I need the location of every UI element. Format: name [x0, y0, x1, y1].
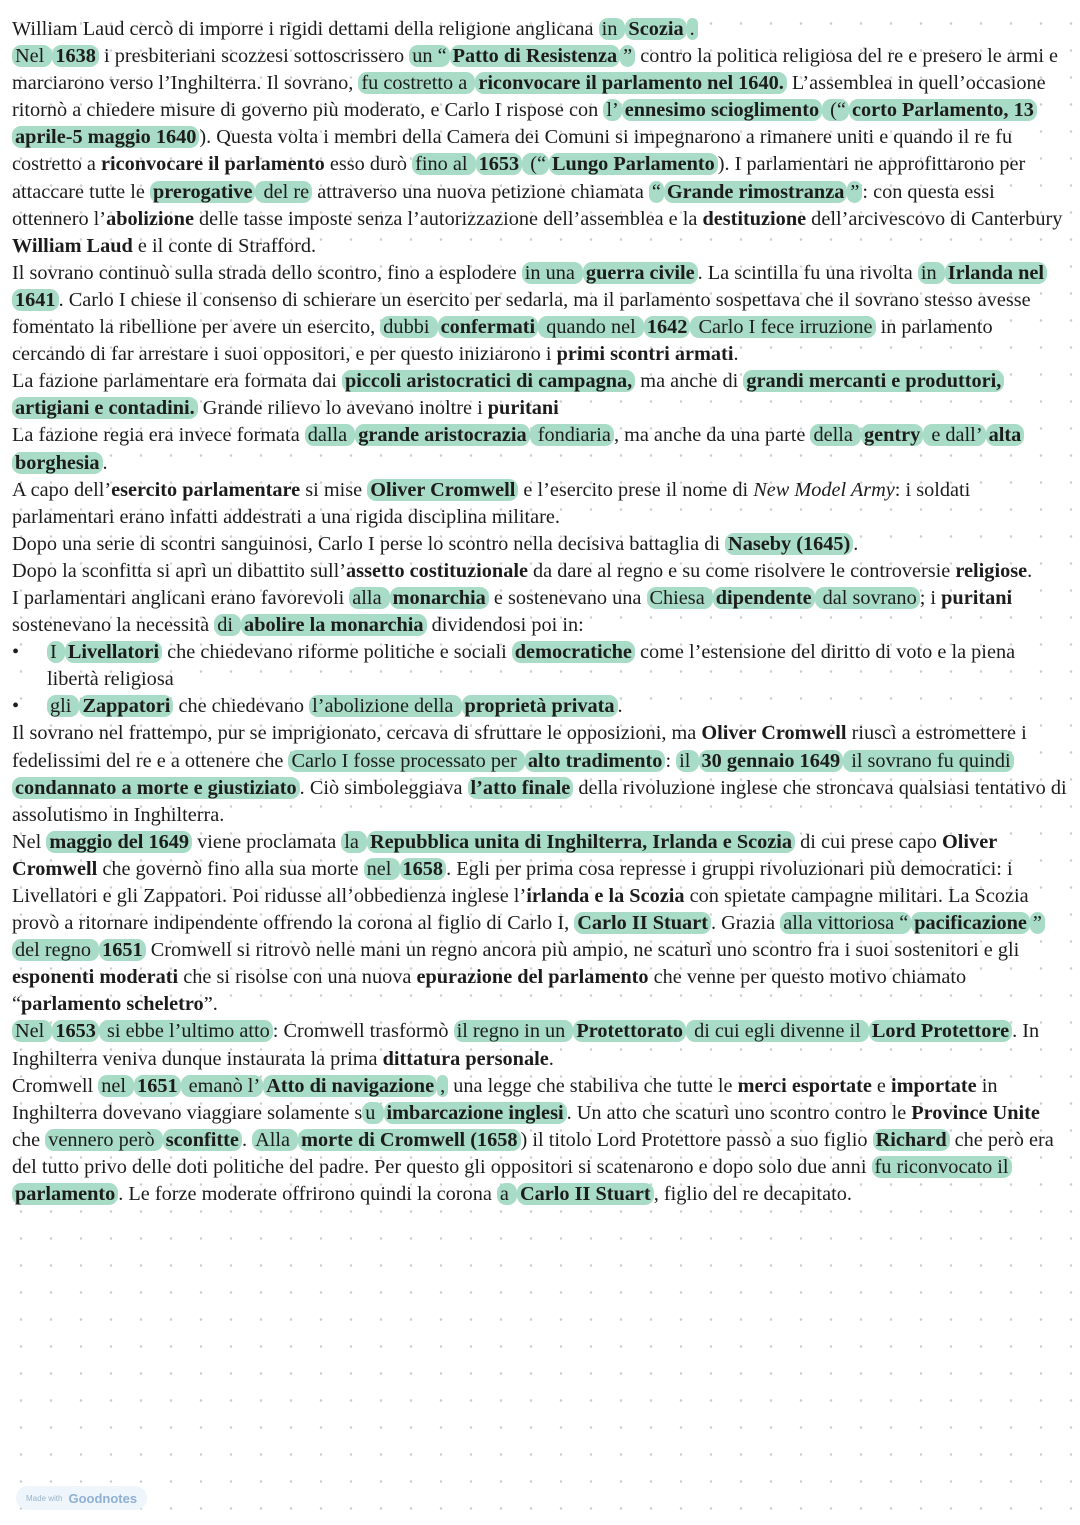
highlighted-text: della	[810, 424, 860, 446]
highlighted-text: il	[676, 750, 698, 772]
highlighted-text: la	[341, 831, 367, 853]
text-run: Cromwell si ritrovò nelle mani un regno ancora più ampio, ne scaturì uno scontro fra i suoi sostenitori e gli	[145, 939, 1020, 962]
highlighted-text: fino al	[412, 153, 475, 175]
highlighted-text: ennesimo scioglimento	[622, 99, 822, 121]
text-run: e sostenevano una	[488, 586, 647, 609]
bullet-text	[47, 639, 1070, 693]
highlighted-text: confermati	[438, 316, 539, 338]
text-run: che chiedevano	[173, 695, 310, 718]
bold-text: puritani	[941, 586, 1013, 609]
text-run: . La scintilla fu una rivolta	[697, 261, 918, 284]
highlighted-text: abolire la monarchia	[241, 614, 427, 636]
highlighted-text: Patto di Resistenza	[450, 45, 620, 67]
highlighted-text: del re	[255, 181, 312, 203]
highlighted-text: alto tradimento	[525, 750, 666, 772]
text-run: A capo dell’	[12, 478, 112, 501]
highlighted-text: Lungo Parlamento	[549, 153, 718, 175]
text-run: dell’arcivescovo di Canterbury	[806, 207, 1063, 230]
text-run: .	[617, 695, 623, 718]
text-run: viene proclamata	[192, 830, 342, 853]
text-run: e l’esercito prese il nome di	[518, 478, 754, 501]
highlighted-text: alla vittoriosa “	[780, 912, 911, 934]
highlighted-text: 1651	[99, 939, 146, 961]
paragraph	[12, 1018, 1070, 1072]
highlighted-text: dalla	[305, 424, 355, 446]
highlighted-text: fondiaria	[530, 424, 614, 446]
text-run: .	[733, 343, 739, 366]
bold-text: epurazione del parlamento	[416, 966, 649, 989]
bold-text: esponenti moderati	[12, 966, 179, 989]
highlighted-text: fu costretto a	[358, 72, 475, 94]
highlighted-text: Nel	[12, 1020, 52, 1042]
highlighted-text: Oliver Cromwell	[367, 479, 518, 501]
text-run: attraverso una nuova petizione chiamata	[312, 180, 649, 203]
text-run: : i soldati parlamentari erano infatti addestrati a una rigida disciplina militare.	[12, 478, 971, 528]
highlighted-text: “	[649, 181, 664, 203]
highlighted-text: ” del regno	[12, 912, 1045, 961]
highlighted-text: gli	[47, 695, 79, 717]
highlighted-text: morte di Cromwell (1658	[298, 1129, 520, 1151]
highlighted-text: corto Parlamento, 13 aprile-5 maggio 1640	[12, 99, 1037, 148]
text-run: che venne per questo motivo chiamato “	[12, 966, 967, 1016]
bold-text: dittatura personale	[382, 1047, 549, 1070]
text-run: , figlio del re decapitato.	[653, 1183, 852, 1206]
text-run: si mise	[300, 478, 368, 501]
highlighted-text: alta borghesia	[12, 424, 1024, 473]
highlighted-text: Carlo I fece irruzione	[690, 316, 875, 338]
highlighted-text: gentry	[861, 424, 923, 446]
text-run: ). I parlamentari ne approfittarono per attaccare tutte le	[12, 153, 1026, 203]
highlighted-text: Carlo II Stuart	[574, 912, 711, 934]
bold-text: irlanda e la Scozia	[526, 885, 685, 907]
text-run: :	[665, 749, 677, 772]
text-run: che si risolse con una nuova	[178, 966, 417, 989]
italic-text: New Model Army	[753, 478, 895, 501]
text-run: . Grazia	[710, 912, 781, 935]
highlighted-text: 30 gennaio 1649	[699, 750, 844, 772]
highlighted-text: parlamento	[12, 1183, 118, 1205]
paragraph	[12, 1073, 1070, 1208]
highlighted-text: in	[918, 262, 945, 284]
text-run: che	[12, 1128, 46, 1151]
made-with-goodnotes-badge	[16, 1486, 147, 1510]
text-run: .	[102, 451, 108, 474]
text-run: . In Inghilterra veniva dunque instaurata la prima	[12, 1020, 1040, 1070]
text-run: Grande rilievo lo avevano inoltre i	[197, 397, 488, 420]
text-run: ”.	[203, 993, 218, 1016]
highlighted-text: nel	[364, 858, 400, 880]
highlighted-text: il regno in un	[454, 1020, 574, 1042]
highlighted-text: condannato a morte e giustiziato	[12, 777, 300, 799]
text-run: dividendosi poi in:	[426, 614, 584, 637]
highlighted-text: grande aristocrazia	[355, 424, 529, 446]
text-run: La fazione parlamentare era formata dai	[12, 370, 342, 393]
highlighted-text: 1658	[400, 858, 447, 880]
highlighted-text: quando nel	[538, 316, 644, 338]
text-run: di cui prese capo	[795, 830, 943, 853]
highlighted-text: pacificazione	[911, 912, 1030, 934]
highlighted-text: Nel	[12, 45, 52, 67]
text-run: L’assemblea in quell’occasione ritornò a chiedere misure di governo più moderato, e Carlo I rispose con	[12, 72, 1046, 122]
highlighted-text: l’abolizione della	[309, 695, 461, 717]
bold-text: esercito parlamentare	[111, 478, 301, 501]
highlighted-text: Scozia	[625, 18, 686, 40]
text-run: esso durò	[324, 153, 413, 176]
text-run: Il sovrano continuò sulla strada dello scontro, fino a esplodere	[12, 261, 522, 284]
notes-page	[12, 16, 1070, 1208]
text-run: . Carlo I chiese il consenso di schierare un esercito per sedarla, ma il parlamento sospettava che il sovrano stesso avesse fomentato la ribellione per avere un esercito,	[12, 288, 1031, 339]
text-run: ) il titolo Lord Protettore passò a suo figlio	[520, 1128, 873, 1151]
bold-text: Oliver Cromwell	[701, 722, 847, 745]
text-run: sostenevano la necessità	[12, 614, 215, 637]
highlighted-text: emanò l’	[181, 1075, 264, 1097]
bold-text: primi scontri armati	[556, 343, 734, 366]
text-run: che chiedevano riforme politiche e sociali	[162, 641, 512, 664]
paragraph	[12, 16, 1070, 43]
text-run: riuscì a estromettere i fedelissimi del re e a ottenere che	[12, 722, 1027, 772]
highlighted-text: nel	[98, 1075, 134, 1097]
highlighted-text: u	[362, 1102, 383, 1124]
paragraph	[12, 477, 1070, 531]
text-run: Nel	[12, 830, 47, 853]
highlighted-text: imbarcazione inglesi	[384, 1102, 567, 1124]
highlighted-text: Protettorato	[573, 1020, 686, 1042]
goodnotes-logo: Goodnotes	[68, 1490, 138, 1506]
text-run: .	[1027, 559, 1033, 582]
highlighted-text: 1638	[52, 45, 99, 67]
highlighted-text: grandi mercanti e produttori, artigiani e contadini.	[12, 370, 1004, 419]
bullet-list	[12, 639, 1070, 720]
highlighted-text: 1651	[134, 1075, 181, 1097]
text-run: ma anche di	[635, 370, 744, 393]
text-run: i presbiteriani scozzesi sottoscrissero	[98, 45, 410, 68]
bold-text: parlamento scheletro	[21, 993, 204, 1016]
bold-text: Oliver Cromwell	[12, 830, 997, 880]
paragraph	[12, 43, 1070, 260]
bold-text: puritani	[487, 397, 559, 420]
highlighted-text: (“	[822, 99, 849, 121]
highlighted-text: Lord Protettore	[869, 1020, 1012, 1042]
highlighted-text: in una	[522, 262, 583, 284]
highlighted-text: I	[47, 641, 65, 663]
highlighted-text: e dall’	[923, 424, 985, 446]
highlighted-text: l’	[603, 99, 621, 121]
highlighted-text: guerra civile	[583, 262, 698, 284]
highlighted-text: riconvocare il parlamento nel 1640.	[475, 72, 787, 94]
text-run: . Un atto che scaturì uno scontro contro le	[566, 1101, 912, 1124]
bullet-marker: •	[12, 695, 20, 718]
made-with-label: Made with	[26, 1493, 63, 1503]
highlighted-text: prerogative	[150, 181, 256, 203]
paragraph	[12, 829, 1070, 1019]
bullet-marker: •	[12, 641, 20, 664]
highlighted-text: Chiesa	[647, 587, 713, 609]
text-run: una legge che stabiliva che tutte le	[448, 1074, 738, 1097]
highlighted-text: a	[497, 1183, 517, 1205]
highlighted-text: vennero però	[45, 1129, 163, 1151]
bullet-text	[47, 693, 1070, 720]
highlighted-text: Richard	[873, 1129, 950, 1151]
text-run: I parlamentari anglicani erano favorevoli	[12, 586, 350, 609]
text-run: , ma anche da una parte	[613, 424, 811, 447]
highlighted-text: (“	[522, 153, 549, 175]
paragraph	[12, 531, 1070, 558]
paragraph	[12, 558, 1070, 585]
highlighted-text: democratiche	[512, 641, 635, 663]
highlighted-text: sconfitte	[163, 1129, 242, 1151]
text-run: con spietate campagne militari. La Scozia provò a ritornare indipendente offrendo la corona al figlio di Carlo I,	[12, 885, 1029, 935]
highlighted-text: in	[599, 18, 626, 40]
text-run: : Cromwell trasformò	[272, 1020, 454, 1043]
text-run: .	[548, 1047, 554, 1070]
bullet-item	[12, 693, 1070, 720]
highlighted-text: Zappatori	[79, 695, 173, 717]
bullet-item	[12, 639, 1070, 693]
text-run: ). Questa volta i membri della Camera dei Comuni si impegnarono a rimanere uniti e quando il re fu costretto a	[12, 126, 1013, 176]
paragraph	[12, 585, 1070, 639]
highlighted-text: 1653	[52, 1020, 99, 1042]
bold-text: importate	[891, 1074, 977, 1097]
text-run: da dare al regno e su come risolvere le controversie	[527, 559, 956, 582]
paragraph	[12, 368, 1070, 422]
text-run: .	[241, 1128, 253, 1151]
highlighted-text: ,	[437, 1075, 448, 1097]
notes-text-after-list	[12, 720, 1070, 1208]
highlighted-text: Carlo II Stuart	[517, 1183, 654, 1205]
highlighted-text: monarchia	[390, 587, 489, 609]
highlighted-text: dubbi	[380, 316, 437, 338]
highlighted-text: Repubblica unita di Inghilterra, Irlanda e Scozia	[367, 831, 795, 853]
text-run: Dopo la sconfitta si aprì un dibattito sull’	[12, 559, 347, 582]
text-run: delle tasse imposte senza l’autorizzazione dell’assemblea e la	[193, 207, 703, 230]
text-run: La fazione regia era invece formata	[12, 424, 305, 447]
text-run: che però era del tutto privo delle doti politiche del padre. Per questo gli oppositori si scatenarono e dopo solo due anni	[12, 1128, 1054, 1178]
highlighted-text: l’atto finale	[468, 777, 574, 799]
highlighted-text: dipendente	[713, 587, 815, 609]
bold-text: religiose	[955, 559, 1028, 582]
highlighted-text: fu riconvocato il	[872, 1156, 1012, 1178]
highlighted-text: Livellatori	[65, 641, 162, 663]
highlighted-text: ”	[847, 181, 862, 203]
bold-text: William Laud	[12, 234, 133, 257]
paragraph	[12, 260, 1070, 368]
text-run: e il conte di Strafford.	[132, 234, 317, 257]
paragraph	[12, 422, 1070, 476]
text-run: . Egli per prima cosa represse i gruppi rivoluzionari più democratici: i Livellatori e gli Zappatori. Poi ridusse all’obbedienza inglese l’	[12, 857, 1013, 907]
text-run: . Le forze moderate offrirono quindi la corona	[118, 1183, 497, 1206]
bold-text: assetto costituzionale	[346, 559, 528, 582]
highlighted-text: il sovrano fu quindi	[843, 750, 1014, 772]
text-run: in Inghilterra dovevano viaggiare solamente s	[12, 1074, 998, 1124]
highlighted-text: alla	[349, 587, 389, 609]
text-run: contro la politica religiosa del re e presero le armi e marciarono verso l’Inghilterra. Il sovrano,	[12, 45, 1059, 95]
highlighted-text: Atto di navigazione	[263, 1075, 437, 1097]
highlighted-text: Grande rimostranza	[664, 181, 847, 203]
text-run: Cromwell	[12, 1074, 99, 1097]
bold-text: merci esportate	[737, 1074, 872, 1097]
highlighted-text: .	[687, 18, 698, 40]
highlighted-text: un “	[409, 45, 449, 67]
highlighted-text: di cui egli divenne il	[686, 1020, 869, 1042]
highlighted-text: Naseby (1645)	[725, 533, 853, 555]
highlighted-text: Alla	[252, 1129, 298, 1151]
text-run: William Laud cercò di imporre i rigidi dettami della religione anglicana	[12, 18, 599, 40]
text-run: . Ciò simboleggiava	[299, 776, 468, 799]
paragraph	[12, 720, 1070, 828]
highlighted-text: proprietà privata	[462, 695, 618, 717]
highlighted-text: ”	[620, 45, 635, 67]
text-run: ; i	[919, 586, 942, 609]
text-run: .	[853, 532, 859, 555]
highlighted-text: 1642	[644, 316, 691, 338]
highlighted-text: Carlo I fosse processato per	[288, 750, 524, 772]
text-run: della rivoluzione inglese che stroncava qualsiasi tentativo di assolutismo in Inghilterra.	[12, 776, 1067, 826]
text-run: che governò fino alla sua morte	[97, 857, 364, 880]
bold-text: riconvocare il parlamento	[100, 153, 325, 176]
text-run: e	[871, 1074, 892, 1097]
highlighted-text: 1653	[476, 153, 523, 175]
highlighted-text: maggio del 1649	[46, 831, 192, 853]
notes-text-before-list	[12, 16, 1070, 639]
highlighted-text: di	[214, 614, 241, 636]
highlighted-text: dal sovrano	[815, 587, 920, 609]
highlighted-text: piccoli aristocratici di campagna,	[342, 370, 635, 392]
highlighted-text: si ebbe l’ultimo atto	[99, 1020, 273, 1042]
highlighted-text: Irlanda nel 1641	[12, 262, 1047, 311]
bold-text: abolizione	[106, 207, 194, 230]
text-run: in parlamento cercando di far arrestare i suoi oppositori, e per questo iniziarono i	[12, 316, 993, 366]
text-run: come l’estensione del diritto di voto e la piena libertà religiosa	[47, 641, 1016, 691]
bold-text: destituzione	[702, 207, 807, 230]
text-run: Dopo una serie di scontri sanguinosi, Carlo I perse lo scontro nella decisiva battaglia di	[12, 532, 726, 555]
text-run: : con questa essi ottennero l’	[12, 180, 995, 230]
text-run: Il sovrano nel frattempo, pur se imprigionato, cercava di sfruttare le opposizioni, ma	[12, 722, 702, 745]
bold-text: Province Unite	[911, 1101, 1040, 1124]
